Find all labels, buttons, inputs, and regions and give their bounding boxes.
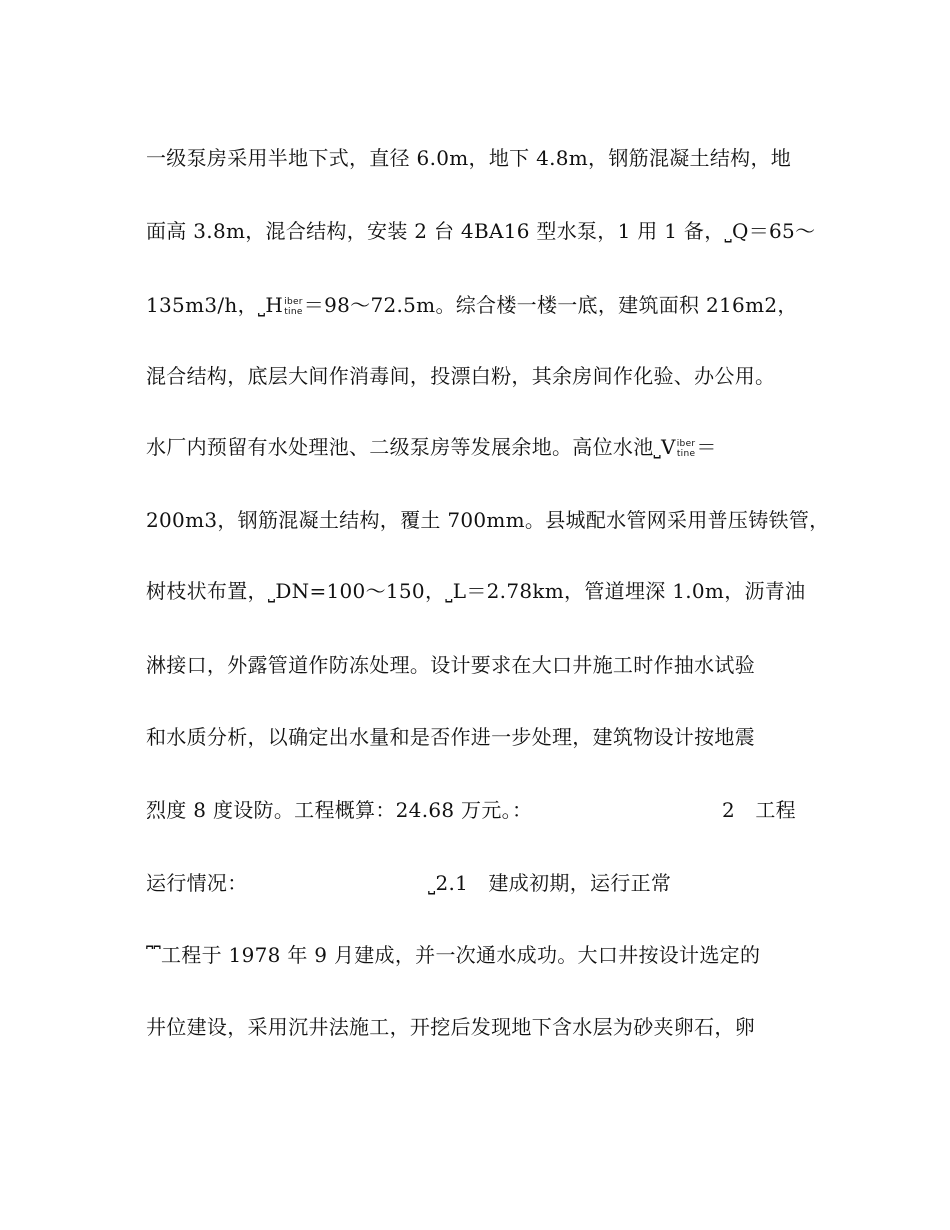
- text-line-11-content: 运行情况：: [146, 871, 248, 895]
- text-line-13: [146, 1012, 755, 1042]
- text-line-4-content: 混合结构，底层大间作消毒间，投漂白粉，其余房间作化验、办公用。: [146, 364, 776, 388]
- text-line-12-content: 工程于 1978 年 9 月建成，并一次通水成功。大口井按设计选定的: [161, 943, 761, 967]
- text-line-6-content: 200m3，钢筋混凝土结构，覆土 700mm。县城配水管网采用普压铸铁管，: [146, 508, 830, 532]
- bracket-mark: ⎵: [724, 222, 733, 243]
- text-line-4: [146, 361, 775, 391]
- text-line-3-h: H: [265, 293, 284, 317]
- text-line-3-tail: ＝98～72.5m。综合楼一楼一底，建筑面积 216m2，: [303, 293, 798, 317]
- bracket-mark: ⎵: [653, 438, 661, 459]
- text-line-9: [146, 722, 755, 752]
- text-line-3: [146, 290, 798, 320]
- text-line-7-tail: L＝2.78km，管道埋深 1.0m，沥青油: [452, 579, 806, 603]
- subsection-heading-2-1-text: 2.1 建成初期，运行正常: [435, 871, 672, 895]
- subscript-stack: [677, 439, 696, 459]
- text-line-5-eq: ＝: [696, 435, 717, 459]
- text-line-7: [146, 576, 805, 606]
- text-line-7-content: 树枝状布置，: [146, 579, 268, 603]
- text-line-1-content: 一级泵房采用半地下式，直径 6.0m，地下 4.8m，钢筋混凝土结构，地: [146, 146, 792, 170]
- stack-bottom: tine: [284, 306, 303, 317]
- bracket-mark: ⎵: [445, 582, 453, 603]
- text-line-5-v: V: [661, 435, 676, 459]
- bracket-mark: ⎵: [267, 582, 276, 603]
- text-line-12: [146, 940, 760, 970]
- text-line-5-content: 水厂内预留有水处理池、二级泵房等发展余地。高位水池: [146, 435, 654, 459]
- text-line-10-content: 烈度 8 度设防。工程概算：24.68 万元。：: [146, 798, 533, 822]
- subsection-heading-2-1: [428, 868, 671, 898]
- text-line-8: [146, 650, 755, 680]
- text-line-11: [146, 868, 248, 898]
- section-heading-2-text: 2 工程: [722, 798, 796, 822]
- double-bracket-mark: ⎴⎴: [146, 946, 161, 967]
- stack-top: iber: [284, 296, 303, 307]
- text-line-7-dn: DN=100～150，: [275, 579, 446, 603]
- subscript-stack: [284, 297, 303, 317]
- text-line-2-tail: Q＝65～: [732, 219, 816, 243]
- stack-bottom: tine: [676, 448, 696, 459]
- text-line-9-content: 和水质分析，以确定出水量和是否作进一步处理，建筑物设计按地震: [146, 725, 755, 749]
- text-line-2-content: 面高 3.8m，混合结构，安装 2 台 4BA16 型水泵，1 用 1 备，: [146, 219, 725, 243]
- bracket-mark: ⎵: [428, 874, 436, 895]
- bracket-mark: ⎵: [257, 296, 266, 317]
- section-heading-2: [722, 795, 796, 825]
- text-line-1: [146, 143, 791, 173]
- text-line-2: [146, 216, 815, 246]
- text-line-3-content: 135m3/h，: [146, 293, 258, 317]
- text-line-13-content: 井位建设，采用沉井法施工，开挖后发现地下含水层为砂夹卵石，卵: [146, 1015, 755, 1039]
- text-line-8-content: 淋接口，外露管道作防冻处理。设计要求在大口井施工时作抽水试验: [146, 653, 755, 677]
- text-line-10: [146, 795, 532, 825]
- stack-top: iber: [676, 438, 696, 449]
- text-line-6: [146, 505, 829, 535]
- text-line-5: [146, 432, 717, 462]
